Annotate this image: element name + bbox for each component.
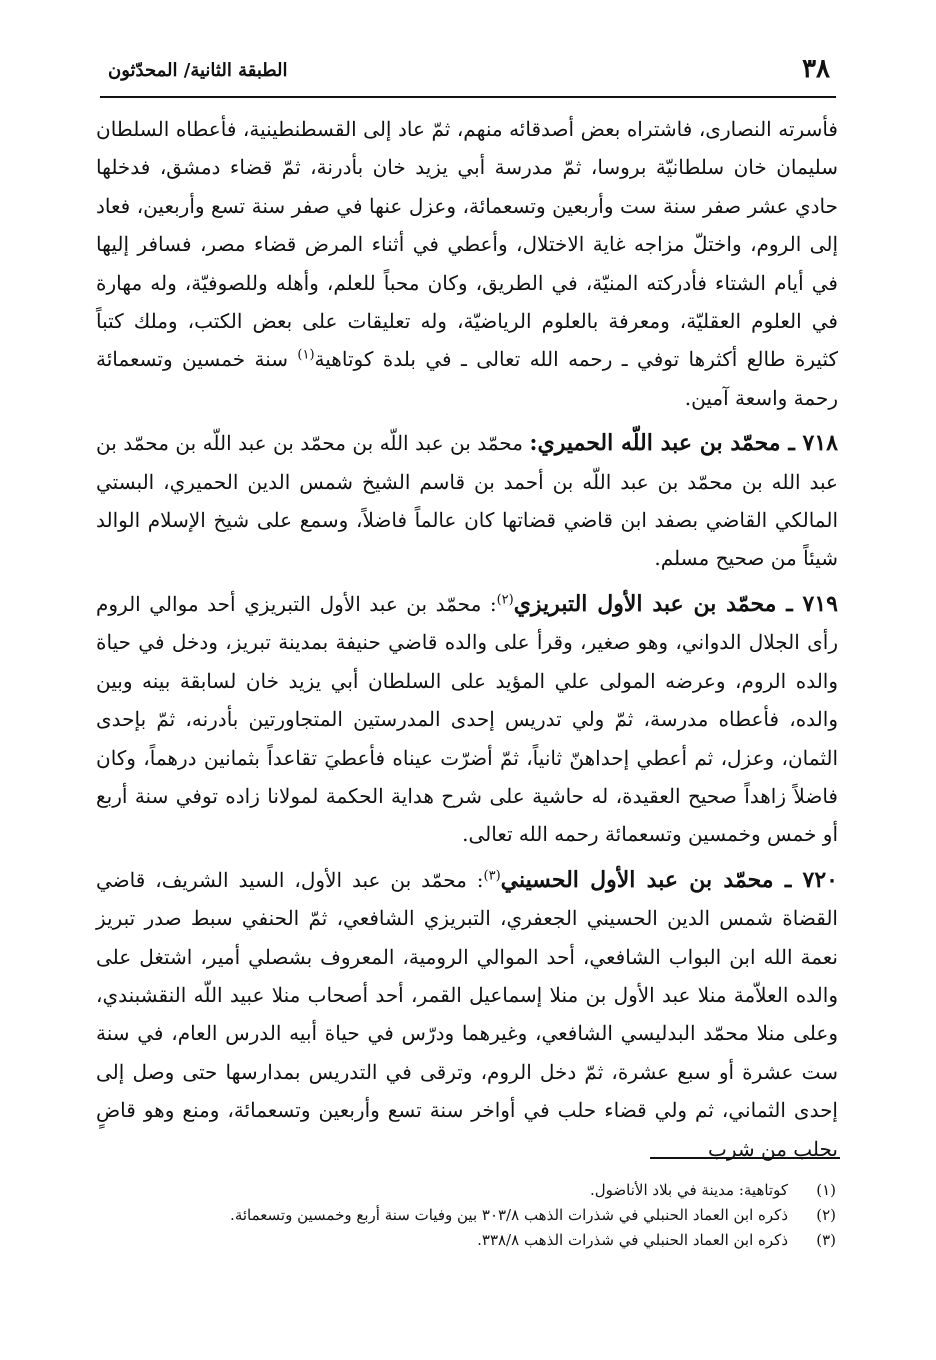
footnote-number: (٣) <box>816 1231 836 1249</box>
footnote-number: (٢) <box>816 1206 836 1224</box>
intro-paragraph <box>96 110 838 417</box>
entry-paragraph-719 <box>96 585 838 854</box>
footnote-marker: (٣) <box>483 868 501 884</box>
footnote-marker: (١) <box>297 347 315 363</box>
footnote-text: ذكره ابن العماد الحنبلي في شذرات الذهب ٣٠٣/٨ بين وفيات سنة أربع وخمسين وتسعمائة. <box>230 1206 788 1224</box>
entry-heading: ٧٢٠ ـ محمّد بن عبد الأول الحسيني <box>500 866 838 893</box>
footnote-divider <box>650 1157 840 1159</box>
page-header <box>100 52 836 98</box>
intro-text: فأسرته النصارى، فاشتراه بعض أصدقائه منهم، ثمّ عاد إلى القسطنطينية، فأعطاه السلطان سليمان خان سلطانيّة بروسا، ثمّ مدرسة أبي يزيد خان بأدرنة، ثمّ قضاء دمشق، فدخلها حادي عشر صفر سنة ست وأربعين وتسعمائة، وعزل عنها في صفر سنة تسع وأربعين، فعاد إلى الروم، واختلّ مزاجه غاية الاختلال، وأعطي في أثناء المرض قضاء مصر، فسافر إليها في أيام الشتاء فأدركته المنيّة، في الطريق، وكان محباً للعلم، وأهله وللصوفيّة، وله مهارة في العلوم العقليّة، ومعرفة بالعلوم الرياضيّة، وله تعليقات على بعض الكتب، وملك كتباً كثيرة طالع أكثرها توفي ـ رحمه الله تعالى ـ في بلدة كوتاهية <box>96 117 838 372</box>
footnote-item <box>96 1228 836 1253</box>
entry-paragraph-718 <box>96 424 838 578</box>
footnote-item <box>96 1178 836 1203</box>
entry-heading: ٧١٩ ـ محمّد بن عبد الأول التبريزي <box>513 590 838 617</box>
footnote-marker: (٢) <box>496 592 514 608</box>
intro-end-text: سنة خمسين وتسعمائة رحمة واسعة آمين. <box>96 347 838 410</box>
entry-heading: ٧١٨ ـ محمّد بن عبد اللّه الحميري: <box>529 430 838 457</box>
main-text <box>96 110 838 1175</box>
entry-text: محمّد بن عبد اللّه بن محمّد بن عبد اللّه بن محمّد بن عبد الله بن محمّد بن عبد اللّه بن أحمد بن قاسم الشيخ شمس الدين الحميري، البستي المالكي القاضي بصفد ابن قاضي قضاتها كان عالماً فاضلاً، وسمع على شيخ الإسلام الوالد شيئاً من صحيح مسلم. <box>96 431 838 571</box>
entry-text: : محمّد بن عبد الأول، السيد الشريف، قاضي القضاة شمس الدين الحسيني الجعفري، التبريزي الشافعي، ثمّ الحنفي سبط صدر تبريز نعمة الله ابن البواب الشافعي، أحد الموالي الرومية، المعروف بشصلي أمير، اشتغل على والده العلاّمة منلا عبد الأول بن منلا إسماعيل القمر، أحد أصحاب منلا عبيد اللّه النقشبندي، وعلى منلا محمّد البدليسي الشافعي، وغيرهما ودرّس في حياة أبيه الدرس العام، في سنة ست عشرة أو سبع عشرة، ثمّ دخل الروم، وترقى في التدريس بمدارسها حتى وصل إلى إحدى الثماني، ثم ولي قضاء حلب في أواخر سنة تسع وأربعين وتسعمائة، ومنع وهو قاضٍ بحلب من شرب <box>96 867 838 1161</box>
entry-text: : محمّد بن عبد الأول التبريزي أحد موالي الروم رأى الجلال الدواني، وهو صغير، وقرأ على والده قاضي حنيفة بمدينة تبريز، ودخل في حياة والده الروم، وعرضه المولى علي المؤيد على السلطان أبي يزيد خان لسابقة بينه وبين والده، فأعطاه مدرسة، ثمّ ولي تدريس إحدى المدرستين المتجاورتين بأدرنه، ثمّ بإحدى الثمان، وعزل، ثم أعطي إحداهنّ ثانياً، ثمّ أضرّت عيناه فأعطيَ تقاعداً بثمانين درهماً، وكان فاضلاً زاهداً صحيح العقيدة، له حاشية على شرح هداية الحكمة لمولانا زاده توفي سنة أربع أو خمس وخمسين وتسعمائة رحمه الله تعالى. <box>96 591 839 847</box>
footnote-number: (١) <box>816 1181 836 1199</box>
footnote-item <box>96 1203 836 1228</box>
footnote-text: كوتاهية: مدينة في بلاد الأناضول. <box>590 1181 788 1199</box>
footnotes <box>96 1178 836 1253</box>
page-number: ٣٨ <box>802 54 830 84</box>
entry-paragraph-720 <box>96 861 838 1168</box>
footnote-text: ذكره ابن العماد الحنبلي في شذرات الذهب ٣٣٨/٨. <box>477 1231 788 1249</box>
running-title: الطبقة الثانية/ المحدّثون <box>108 60 288 81</box>
